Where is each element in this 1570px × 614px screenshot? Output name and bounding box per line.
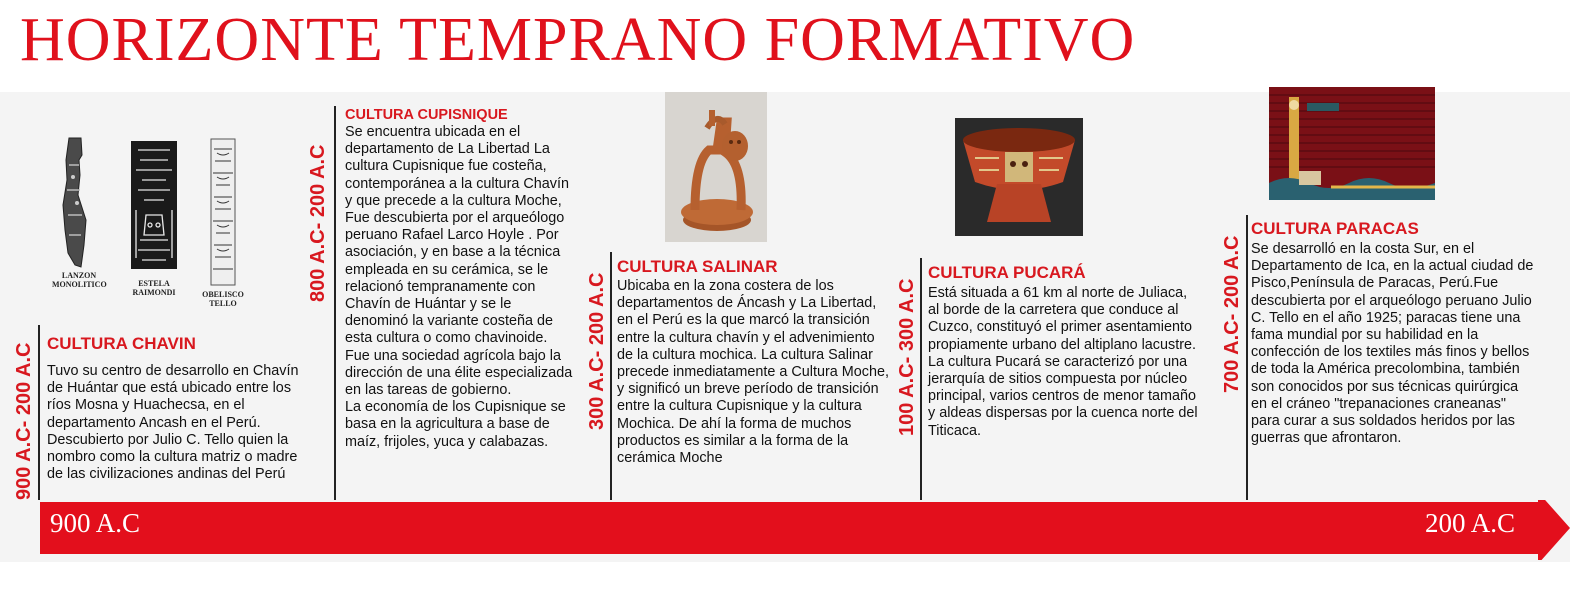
timeline-start-label: 900 A.C xyxy=(50,508,141,538)
chavin-body: Tuvo su centro de desarrollo en Chavín de Huántar que está ubicado entre los ríos Mosna y Huachecsa, en el departamento Ancash en el Perú. Descubierto por Julio C. Tello quien la nombro como la cultura matriz o madre de las civilizaciones andinas del Perú xyxy=(47,363,299,483)
pucara-vessel-image xyxy=(955,118,1083,236)
pucara-body: Está situada a 61 km al norte de Juliaca, al borde de la carretera que conduce al Cuzco, constituyó el primer asentamiento propiamente urbano del altiplano lacustre. La cultura Pucará se caracterizó por una jerarquía de sitios compuesta por núcleo principal, varios centros de menor tamaño y aldeas dispersas por la cuenca norte del Titicaca. xyxy=(928,285,1198,439)
pucara-heading: CULTURA PUCARÁ xyxy=(928,263,1086,282)
estela-raimondi-image xyxy=(130,140,178,270)
page-title: HORIZONTE TEMPRANO FORMATIVO xyxy=(20,6,1136,74)
salinar-heading: CULTURA SALINAR xyxy=(617,257,778,276)
paracas-textile-image xyxy=(1269,87,1435,200)
timeline-arrow xyxy=(40,500,1570,560)
paracas-divider xyxy=(1246,215,1248,500)
salinar-vessel-image xyxy=(665,92,767,242)
timeline-end-label: 200 A.C xyxy=(1425,508,1516,538)
lanzon-caption: LANZON MONOLITICO xyxy=(52,271,107,289)
estela-caption: ESTELA RAIMONDI xyxy=(132,279,176,297)
salinar-date: 300 A.C- 200 A.C xyxy=(586,272,608,430)
salinar-body: Ubicaba en la zona costera de los departamentos de Áncash y La Libertad, en el Perú es la que marcó la transición entre la cultura chavín y el advenimiento de la cultura mochica. La cultura Salinar precede inmediatamente a Cultura Moche, y significó un breve período de transición entre la cultura Cupisnique y la cultura Mochica. De ahí la forma de muchos productos es similar a la forma de la cerámica Moche xyxy=(617,278,889,467)
obelisco-tello-image xyxy=(205,137,241,287)
cupisnique-heading: CULTURA CUPISNIQUE xyxy=(345,107,508,123)
cupisnique-date: 800 A.C- 200 A.C xyxy=(307,144,329,302)
chavin-date: 900 A.C- 200 A.C xyxy=(13,342,35,500)
paracas-date: 700 A.C- 200 A.C xyxy=(1221,235,1243,393)
obelisco-caption: OBELISCO TELLO xyxy=(202,290,244,308)
lanzon-monolito-image xyxy=(55,135,95,270)
pucara-divider xyxy=(920,258,922,500)
pucara-date: 100 A.C- 300 A.C xyxy=(896,278,918,436)
salinar-divider xyxy=(610,252,612,500)
paracas-body: Se desarrolló en la costa Sur, en el Departamento de Ica, en la actual ciudad de Pisco,Península de Paracas, Perú.Fue descubierta por el arqueólogo peruano Julio C. Tello en el año 1925; paracas tiene una fama mundial por su habilidad en la confección de los textiles más finos y bellos de toda la América precolombina, también son conocidos por sus técnicas quirúrgica en el cráneo "trepanaciones craneanas" para curar a sus soldados heridos por las guerras que afrontaron. xyxy=(1251,241,1534,447)
chavin-heading: CULTURA CHAVIN xyxy=(47,334,196,353)
cupisnique-divider xyxy=(334,106,336,500)
chavin-divider xyxy=(38,325,40,500)
cupisnique-body: Se encuentra ubicada en el departamento de La Libertad La cultura Cupisnique fue costeña, contemporánea a la cultura Chavín y que precede a la cultura Moche, Fue descubierta por el arqueólogo peruano Rafael Larco Hoyle . Por asociación, y en base a la técnica empleada en su cerámica, se le relacionó tempranamente con Chavín de Huántar y se le denominó la variante costeña de esta cultura o como chavinoide. Fue una sociedad agrícola bajo la dirección de una élite especializada en las tareas de gobierno. La economía de los Cupisnique se basa en la agricultura a base de maíz, frijoles, yuca y calabazas. xyxy=(345,124,573,450)
paracas-heading: CULTURA PARACAS xyxy=(1251,219,1419,238)
